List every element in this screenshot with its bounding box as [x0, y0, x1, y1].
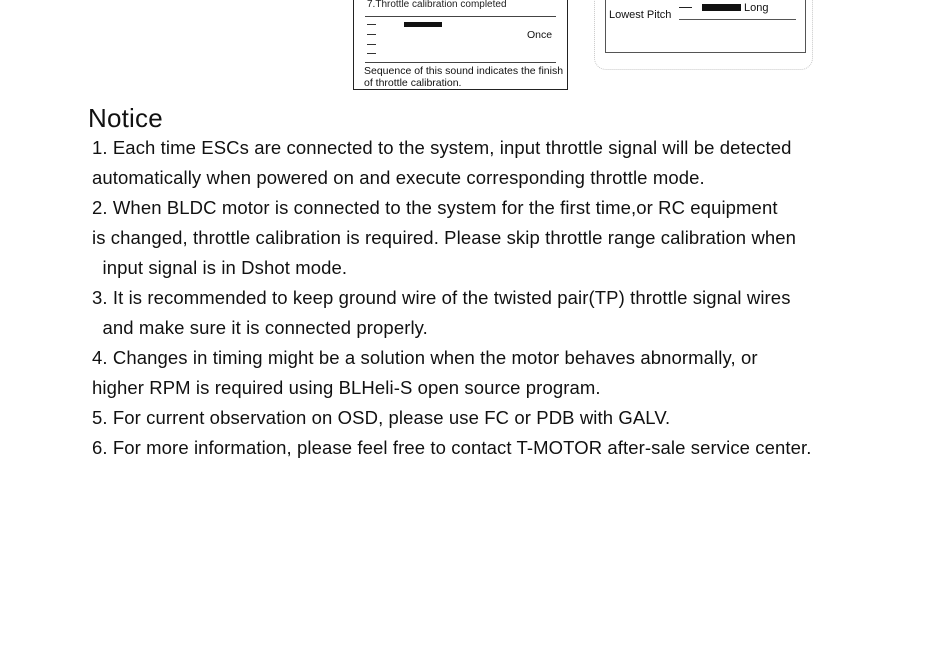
- tone-tick: [367, 44, 376, 45]
- tone-bar: [404, 22, 442, 27]
- calibration-divider: [365, 16, 556, 17]
- notice-list: [92, 133, 892, 463]
- notice-line: 6. For more information, please feel free to contact T-MOTOR after-sale service center.: [92, 437, 812, 458]
- calibration-step-title: 7.Throttle calibration completed: [367, 0, 507, 10]
- pitch-indicator-card: [594, 0, 813, 70]
- notice-line: higher RPM is required using BLHeli-S open source program.: [92, 377, 601, 398]
- tone-tick: [367, 24, 376, 25]
- notice-line: 2. When BLDC motor is connected to the system for the first time,or RC equipment: [92, 197, 778, 218]
- notice-line: 4. Changes in timing might be a solution when the motor behaves abnormally, or: [92, 347, 758, 368]
- calibration-note: Sequence of this sound indicates the finish of throttle calibration.: [364, 65, 564, 89]
- notice-line: is changed, throttle calibration is required. Please skip throttle range calibration when: [92, 227, 797, 248]
- lowest-pitch-label: Lowest Pitch: [609, 9, 672, 21]
- pitch-tick: [679, 7, 692, 8]
- long-tone-bar: [702, 4, 741, 11]
- tone-tick: [367, 53, 376, 54]
- notice-line: 1. Each time ESCs are connected to the system, input throttle signal will be detected: [92, 137, 792, 158]
- tone-tick: [367, 34, 376, 35]
- tone-duration-label: Once: [527, 29, 553, 41]
- long-duration-label: Long: [744, 2, 769, 14]
- notice-line: 5. For current observation on OSD, please use FC or PDB with GALV.: [92, 407, 671, 428]
- notice-line: automatically when powered on and execute corresponding throttle mode.: [92, 167, 705, 188]
- notice-heading: Notice: [88, 103, 163, 133]
- notice-line: input signal is in Dshot mode.: [92, 257, 348, 278]
- calibration-divider: [365, 62, 556, 63]
- notice-line: 3. It is recommended to keep ground wire of the twisted pair(TP) throttle signal wires: [92, 287, 791, 308]
- notice-line: and make sure it is connected properly.: [92, 317, 428, 338]
- throttle-calibration-box: [353, 0, 568, 90]
- pitch-divider: [679, 19, 796, 20]
- pitch-indicator-panel: [605, 0, 806, 53]
